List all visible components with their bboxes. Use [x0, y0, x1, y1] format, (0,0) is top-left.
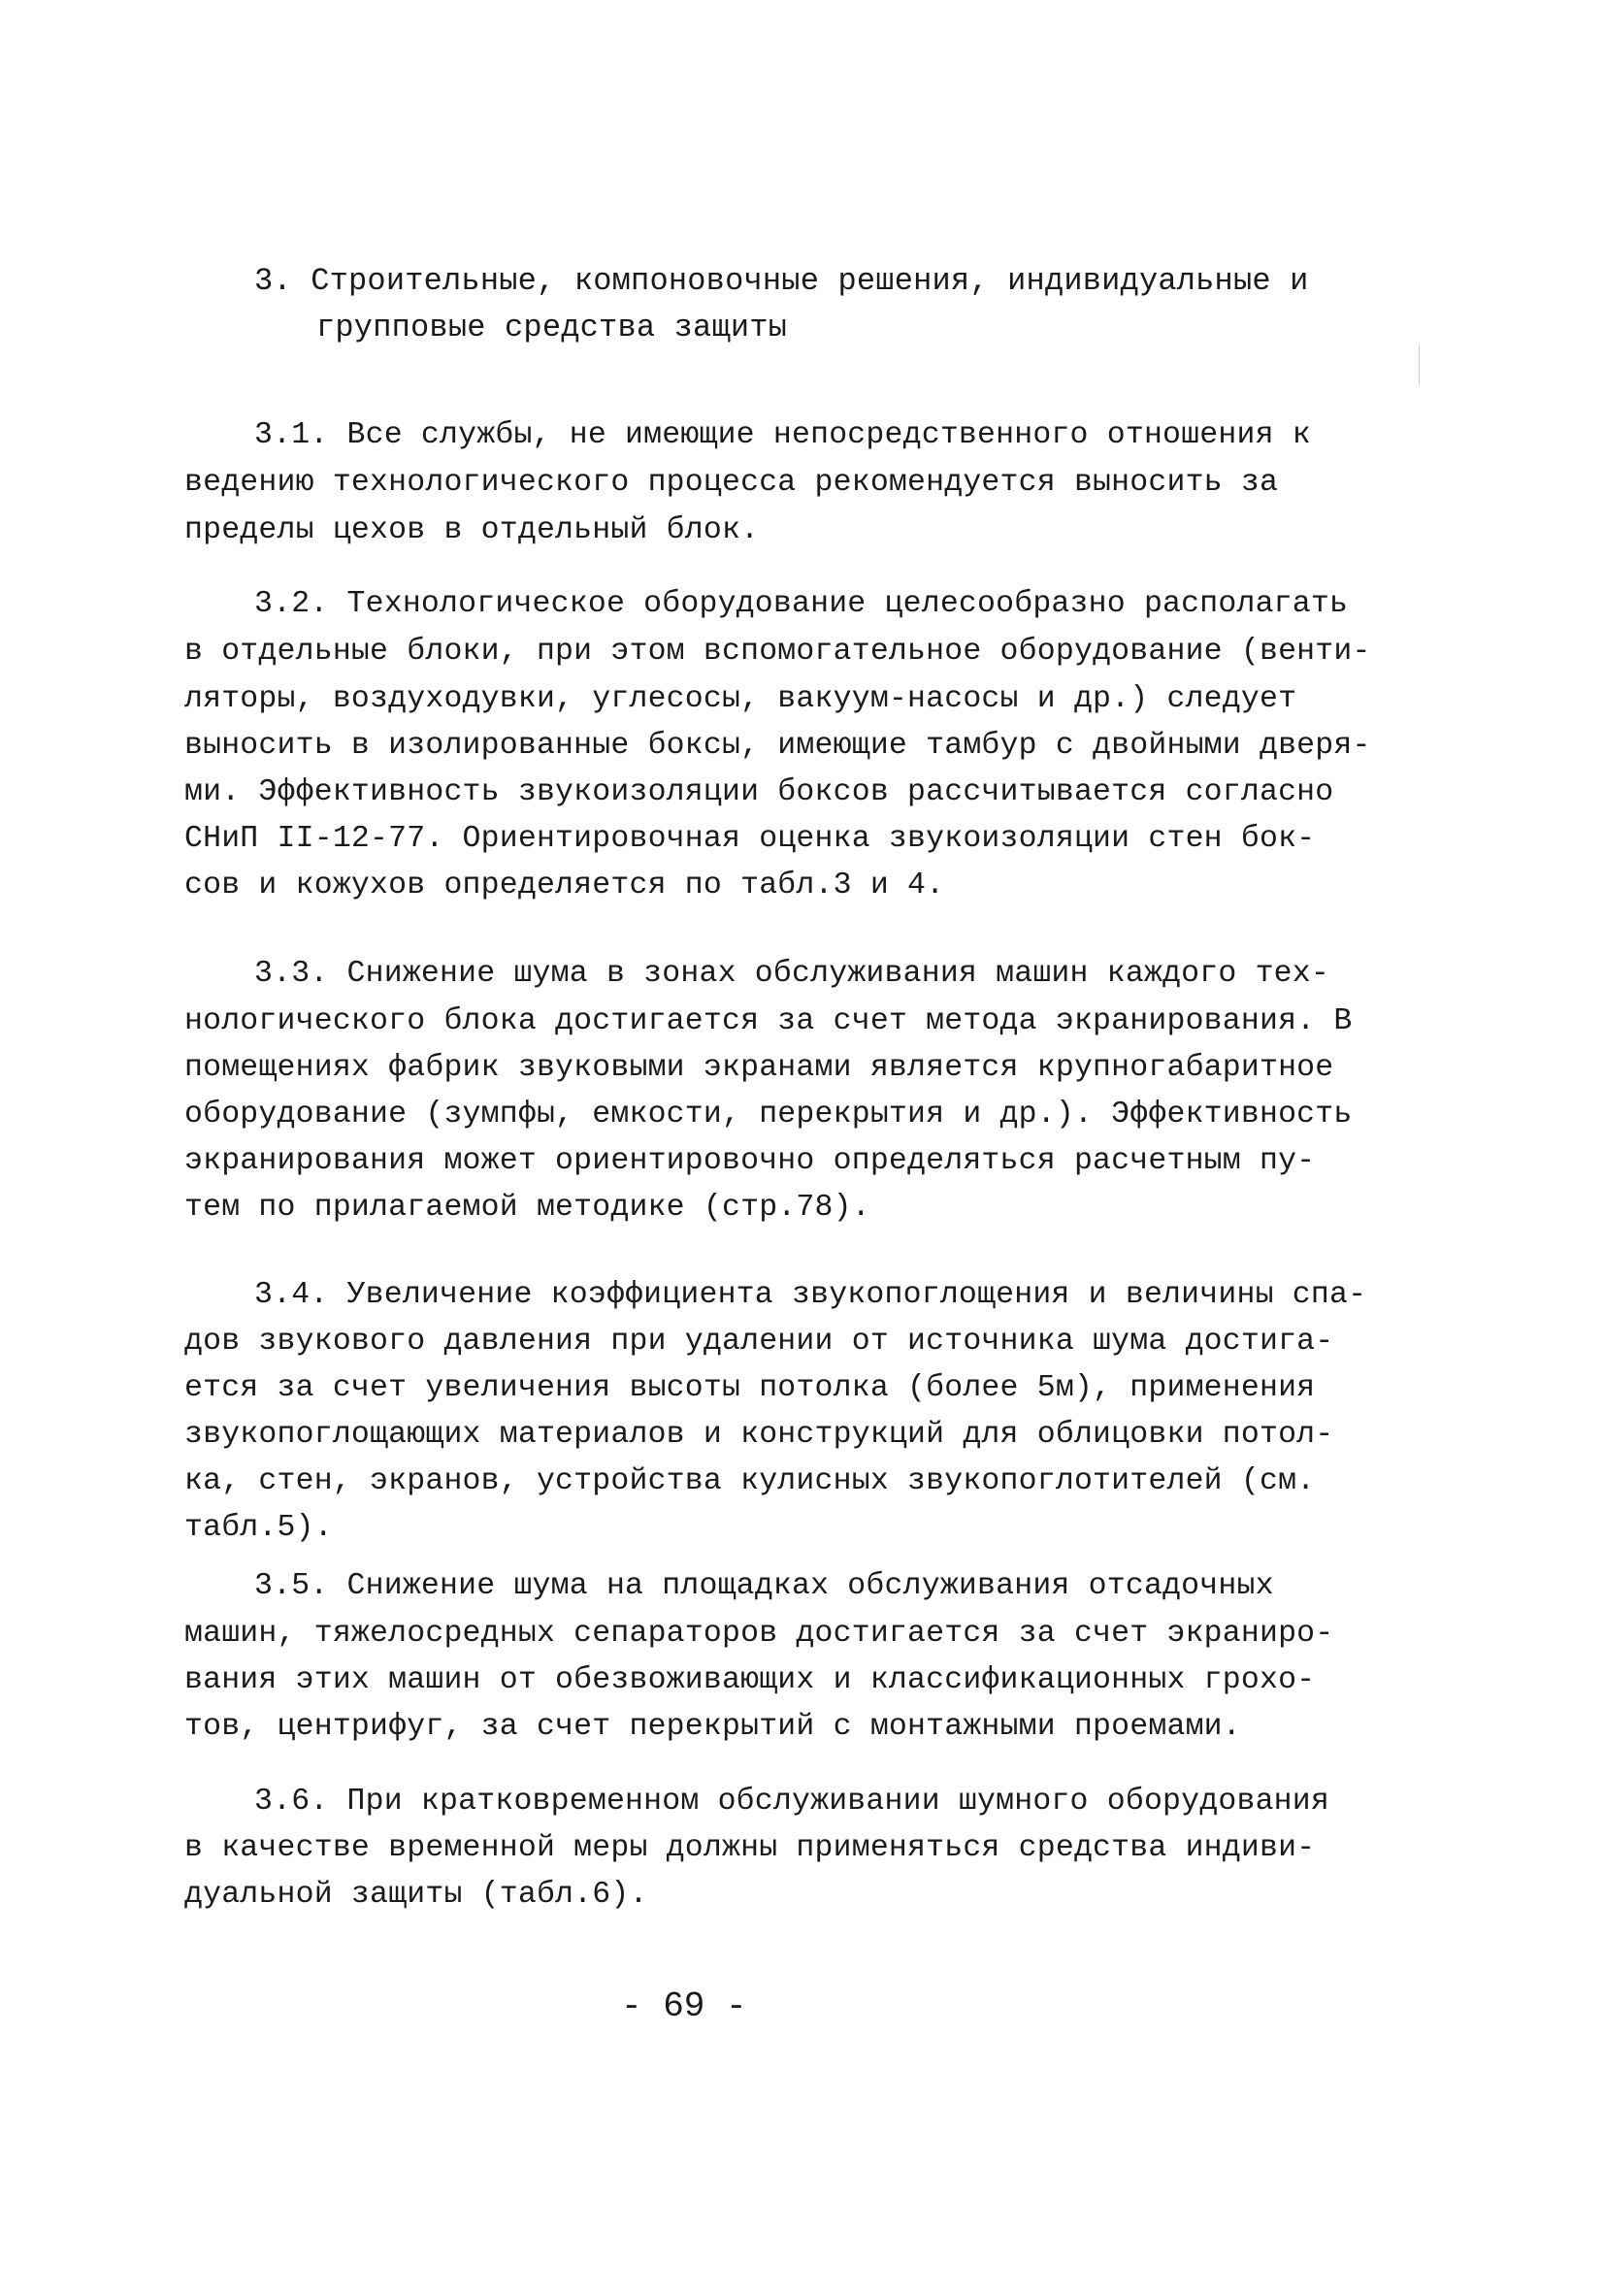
paragraph-line: 3.4. Увеличение коэффициента звукопоглощения и величины спа-	[254, 1278, 1367, 1312]
paragraph-line: ми. Эффективность звукоизоляции боксов рассчитывается согласно	[184, 775, 1334, 809]
page-number: - 69 -	[621, 1986, 747, 2026]
paragraph-line: звукопоглощающих материалов и конструкций для облицовки потол-	[184, 1418, 1334, 1452]
paragraph-line: тем по прилагаемой методике (стр.78).	[184, 1191, 870, 1225]
paragraph-line: в отдельные блоки, при этом вспомогательное оборудование (венти-	[184, 635, 1371, 669]
paragraph-line: нологического блока достигается за счет метода экранирования. В	[184, 1004, 1353, 1038]
paragraph-line: помещениях фабрик звуковыми экранами является крупногабаритное	[184, 1051, 1334, 1085]
paragraph-line: СНиП II-12-77. Ориентировочная оценка звукоизоляции стен бок-	[184, 822, 1316, 856]
heading-line: 3. Строительные, компоновочные решения, индивидуальные и	[254, 263, 1309, 299]
paragraph-line: сов и кожухов определяется по табл.3 и 4.	[184, 869, 945, 902]
paragraph-line: в качестве временной меры должны применяться средства индиви-	[184, 1831, 1316, 1865]
paragraph-line: ется за счет увеличения высоты потолка (более 5м), применения	[184, 1371, 1316, 1405]
paragraph-line: вания этих машин от обезвоживающих и классификационных грохо-	[184, 1663, 1316, 1697]
paragraph-line: 3.5. Снижение шума на площадках обслуживания отсадочных	[254, 1569, 1274, 1603]
paragraph-line: ведению технологического процесса рекомендуется выносить за	[184, 466, 1279, 500]
paragraph-line: экранирования может ориентировочно определяться расчетным пу-	[184, 1144, 1316, 1178]
paragraph-line: табл.5).	[184, 1511, 333, 1545]
paragraph-line: 3.3. Снижение шума в зонах обслуживания машин каждого тех-	[254, 957, 1329, 991]
paragraph-line: ляторы, воздуходувки, углесосы, вакуум-насосы и др.) следует	[184, 682, 1297, 716]
paragraph-line: дов звукового давления при удалении от источника шума достига-	[184, 1325, 1334, 1359]
paragraph-line: дуальной защиты (табл.6).	[184, 1878, 648, 1912]
scan-edge-mark	[1419, 344, 1420, 385]
heading-line: групповые средства защиты	[316, 310, 788, 345]
paragraph-line: 3.6. При кратковременном обслуживании шумного оборудования	[254, 1785, 1329, 1819]
paragraph-line: выносить в изолированные боксы, имеющие тамбур с двойными дверя-	[184, 729, 1371, 763]
paragraph-line: оборудование (зумпфы, емкости, перекрытия и др.). Эффективность	[184, 1098, 1353, 1132]
paragraph-line: 3.1. Все службы, не имеющие непосредственного отношения к	[254, 418, 1311, 452]
paragraph-line: пределы цехов в отдельный блок.	[184, 513, 760, 547]
paragraph-line: ка, стен, экранов, устройства кулисных звукопоглотителей (см.	[184, 1464, 1316, 1498]
paragraph-line: машин, тяжелосредных сепараторов достигается за счет экраниро-	[184, 1617, 1334, 1651]
paragraph-line: тов, центрифуг, за счет перекрытий с монтажными проемами.	[184, 1710, 1241, 1744]
paragraph-line: 3.2. Технологическое оборудование целесообразно располагать	[254, 587, 1349, 621]
